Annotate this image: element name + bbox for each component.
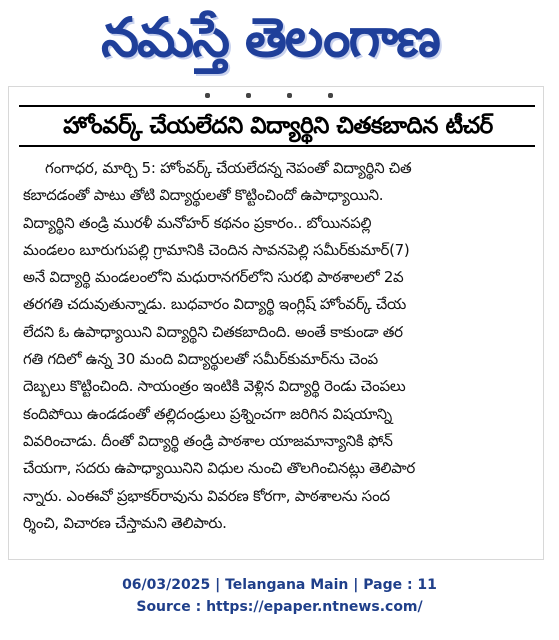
publication-meta: 06/03/2025 | Telangana Main | Page : 11 — [122, 577, 437, 593]
article-line: వివరించాడు. దీంతో విద్యార్థి తండ్రి పాఠశాల యాజమాన్యానికి ఫోన్ — [23, 431, 393, 450]
article-line: కందిపోయి ఉండడంతో తల్లిదండ్రులు ప్రశ్నించగా జరిగిన విషయాన్ని — [23, 404, 392, 423]
headline-bottom-rule — [19, 145, 535, 147]
article-line: లేదని ఓ ఉపాధ్యాయిని విద్యార్థిని చితకబాదింది. అంతే కాకుండా తర — [23, 322, 403, 341]
residue-mark — [328, 93, 333, 98]
residue-mark — [287, 93, 292, 98]
article-headline: హోంవర్క్ చేయలేదని విద్యార్థిని చితకబాదిన టీచర్ — [63, 113, 493, 139]
article-line: కబాదడంతో పాటు తోటి విద్యార్థులతో కొట్టించిందో ఉపాధ్యాయిని. — [23, 186, 384, 205]
article-line: చేయగా, సదరు ఉపాధ్యాయినిని విధుల నుంచి తొలగించినట్లు తెలిపార — [23, 459, 415, 478]
article-line: న్నారు. ఎంఈవో ప్రభాకర్‌రావును వివరణ కోరగా, పాఠశాలను సంద — [23, 486, 390, 505]
article-line: గంగాధర, మార్చి 5: హోంవర్క్ చేయలేదన్న నెపంతో విద్యార్థిని చిత — [45, 159, 412, 177]
news-clipping — [8, 86, 544, 560]
masthead-logo: నమస్తే తెలంగాణ — [101, 5, 439, 69]
article-line: అనే విద్యార్థి మండలంలోని మధురానగర్‌లోని సురభి పాఠశాలలో 2వ — [23, 268, 404, 287]
article-line: దెబ్బలు కొట్టించింది. సాయంత్రం ఇంటికి వెళ్లిన విద్యార్థి రెండు చెంపలు — [23, 377, 406, 396]
clipping-footer — [0, 574, 559, 618]
article-line: తరగతి చదువుతున్నాడు. బుధవారం విద్యార్థి ఇంగ్లిష్ హోంవర్క్ చేయ — [23, 295, 406, 314]
article-line: గతి గదిలో ఉన్న 30 మంది విద్యార్థులతో సమీర్‌కుమార్‌ను చెంప — [23, 350, 378, 369]
headline-top-rule — [19, 105, 535, 107]
article-line: ర్శించి, విచారణ చేస్తామని తెలిపారు. — [23, 513, 227, 532]
article-line: మండలం బూరుగుపల్లి గ్రామానికి చెందిన సావనపెల్లి సమీర్‌కుమార్(7) — [23, 240, 410, 259]
cropped-text-residue — [205, 93, 455, 101]
residue-mark — [205, 93, 210, 98]
article-body — [23, 155, 529, 537]
source-link[interactable]: Source : https://epaper.ntnews.com/ — [136, 599, 423, 615]
article-line: విద్యార్థిని తండ్రి మురళీ మనోహర్ కథనం ప్రకారం.. బోయినపల్లి — [23, 213, 372, 232]
residue-mark — [246, 93, 251, 98]
